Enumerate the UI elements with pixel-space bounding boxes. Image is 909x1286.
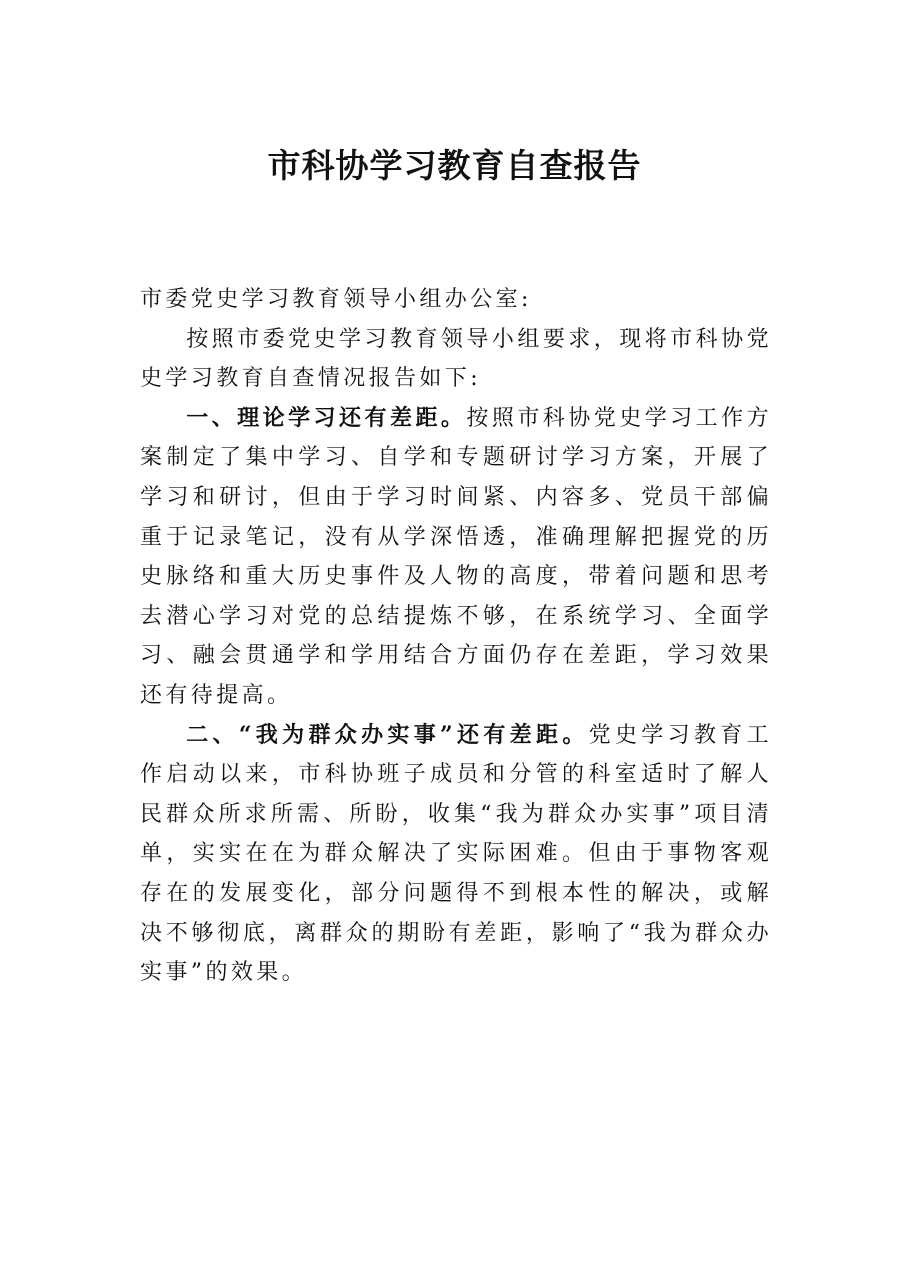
- document-body: [140, 280, 772, 993]
- section-paragraph-2: [140, 716, 772, 993]
- section-heading-1: 一、理论学习还有差距。: [186, 404, 467, 431]
- document-title: 市科协学习教育自查报告: [267, 146, 642, 185]
- intro-paragraph: 按照市委党史学习教育领导小组要求，现将市科协党史学习教育自查情况报告如下:: [140, 326, 772, 392]
- salutation: 市委党史学习教育领导小组办公室:: [140, 287, 532, 312]
- section-body-1: 按照市科协党史学习工作方案制定了集中学习、自学和专题研讨学习方案，开展了学习和研讨，但由于学习时间紧、内容多、党员干部偏重于记录笔记，没有从学深悟透，准确理解把握党的历史脉络和重大历史事件及人物的高度，带着问题和思考去潜心学习对党的总结提炼不够，在系统学习、全面学习、融会贯通学和学用结合方面仍存在差距，学习效果还有待提高。: [140, 405, 772, 708]
- section-paragraph-1: [140, 399, 772, 716]
- section-body-2: 党史学习教育工作启动以来，市科协班子成员和分管的科室适时了解人民群众所求所需、所盼，收集“我为群众办实事”项目清单，实实在在为群众解决了实际困难。但由于事物客观存在的发展变化，部分问题得不到根本性的解决，或解决不够彻底，离群众的期盼有差距，影响了“我为群众办实事”的效果。: [140, 722, 772, 986]
- section-heading-2: 二、“我为群众办实事”还有差距。: [186, 721, 589, 748]
